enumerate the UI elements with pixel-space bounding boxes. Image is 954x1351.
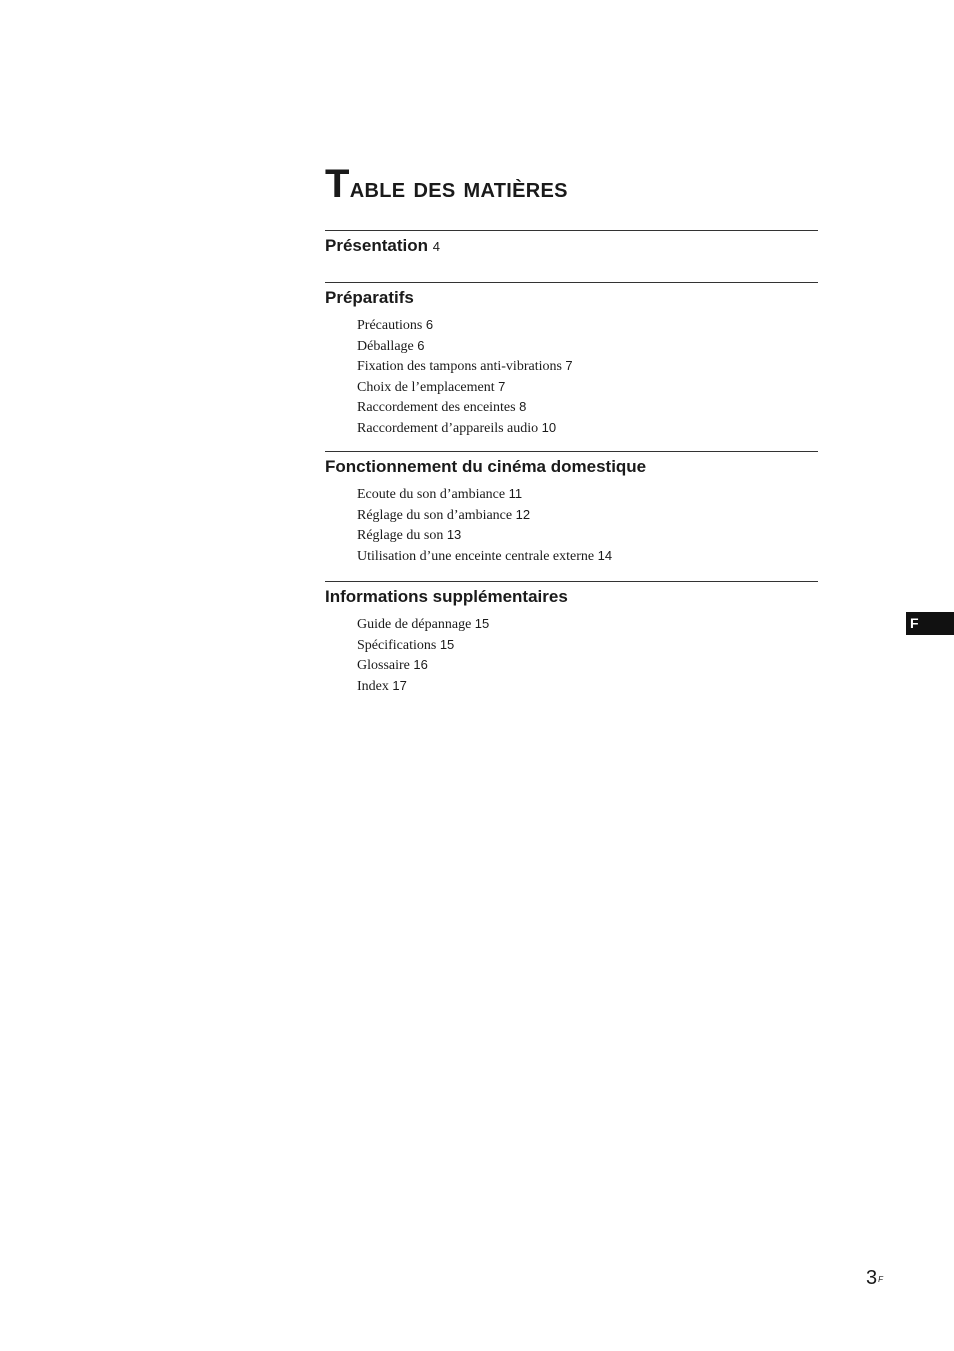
toc-entry-label: Guide de dépannage — [357, 617, 472, 632]
section-heading-label: Préparatifs — [325, 288, 414, 307]
toc-entry-page: 12 — [515, 506, 531, 522]
toc-section-presentation — [325, 230, 818, 258]
section-heading-label: Informations supplémentaires — [325, 587, 568, 606]
toc-entry-page: 10 — [541, 419, 557, 435]
section-heading — [325, 582, 818, 608]
toc-entry — [357, 418, 818, 439]
toc-entry-label: Raccordement d’appareils audio — [357, 420, 539, 436]
section-heading-label: Fonctionnement du cinéma domestique — [325, 457, 647, 476]
title-rest: able des matières — [349, 172, 568, 203]
toc-entry-list — [325, 315, 818, 439]
toc-entry-page: 7 — [565, 358, 573, 374]
toc-entry-page: 16 — [413, 657, 428, 673]
toc-entry — [357, 315, 818, 336]
toc-entry-page: 14 — [597, 547, 613, 563]
toc-entry — [357, 377, 818, 398]
language-tab: F — [906, 612, 954, 635]
toc-entry — [357, 614, 818, 635]
toc-entry-page: 15 — [439, 636, 455, 652]
section-heading — [325, 283, 818, 309]
toc-entry-label: Réglage du son — [357, 528, 444, 544]
page-number — [866, 1266, 882, 1290]
toc-entry — [357, 525, 818, 546]
toc-entry-list — [325, 614, 818, 696]
toc-entry — [357, 484, 818, 505]
toc-entry-page: 13 — [446, 527, 462, 543]
toc-entry — [357, 505, 818, 526]
toc-entry-label: Spécifications — [357, 637, 437, 653]
toc-entry-page: 17 — [392, 677, 407, 693]
toc-entry — [357, 356, 818, 377]
page-number-suffix: F — [878, 1275, 884, 1284]
section-heading — [325, 231, 818, 258]
toc-entry-label: Fixation des tampons anti-vibrations — [357, 359, 562, 375]
toc-entry-label: Index — [357, 678, 389, 694]
toc-entry-label: Déballage — [357, 338, 414, 354]
toc-entry-label: Réglage du son d’ambiance — [357, 507, 513, 523]
toc-entry — [357, 655, 818, 676]
toc-section-informations — [325, 581, 818, 696]
toc-entry-page: 15 — [474, 616, 490, 631]
toc-entry-label: Précautions — [357, 318, 423, 333]
toc-entry-label: Ecoute du son d’ambiance — [357, 487, 506, 502]
toc-entry-label: Glossaire — [357, 658, 410, 674]
toc-entry — [357, 676, 818, 697]
section-heading-label: Présentation — [325, 236, 428, 255]
toc-entry-label: Raccordement des enceintes — [357, 400, 516, 416]
page-number-value: 3 — [866, 1267, 878, 1289]
toc-entry — [357, 635, 818, 656]
section-page-number: 4 — [432, 239, 440, 254]
toc-section-fonctionnement — [325, 451, 818, 566]
toc-entry-page: 11 — [508, 486, 523, 501]
toc-entry-label: Utilisation d’une enceinte centrale externe — [357, 548, 595, 564]
toc-entry-page: 6 — [417, 337, 425, 353]
toc-entry — [357, 397, 818, 418]
toc-entry-page: 6 — [425, 317, 434, 332]
toc-entry-page: 8 — [519, 399, 527, 415]
title-initial: T — [325, 162, 350, 206]
section-heading — [325, 452, 818, 478]
toc-section-preparatifs — [325, 282, 818, 439]
toc-entry — [357, 336, 818, 357]
page-title — [325, 160, 568, 212]
toc-entry-page: 7 — [498, 378, 506, 394]
toc-entry-label: Choix de l’emplacement — [357, 379, 495, 395]
toc-entry — [357, 546, 818, 567]
toc-entry-list — [325, 484, 818, 566]
